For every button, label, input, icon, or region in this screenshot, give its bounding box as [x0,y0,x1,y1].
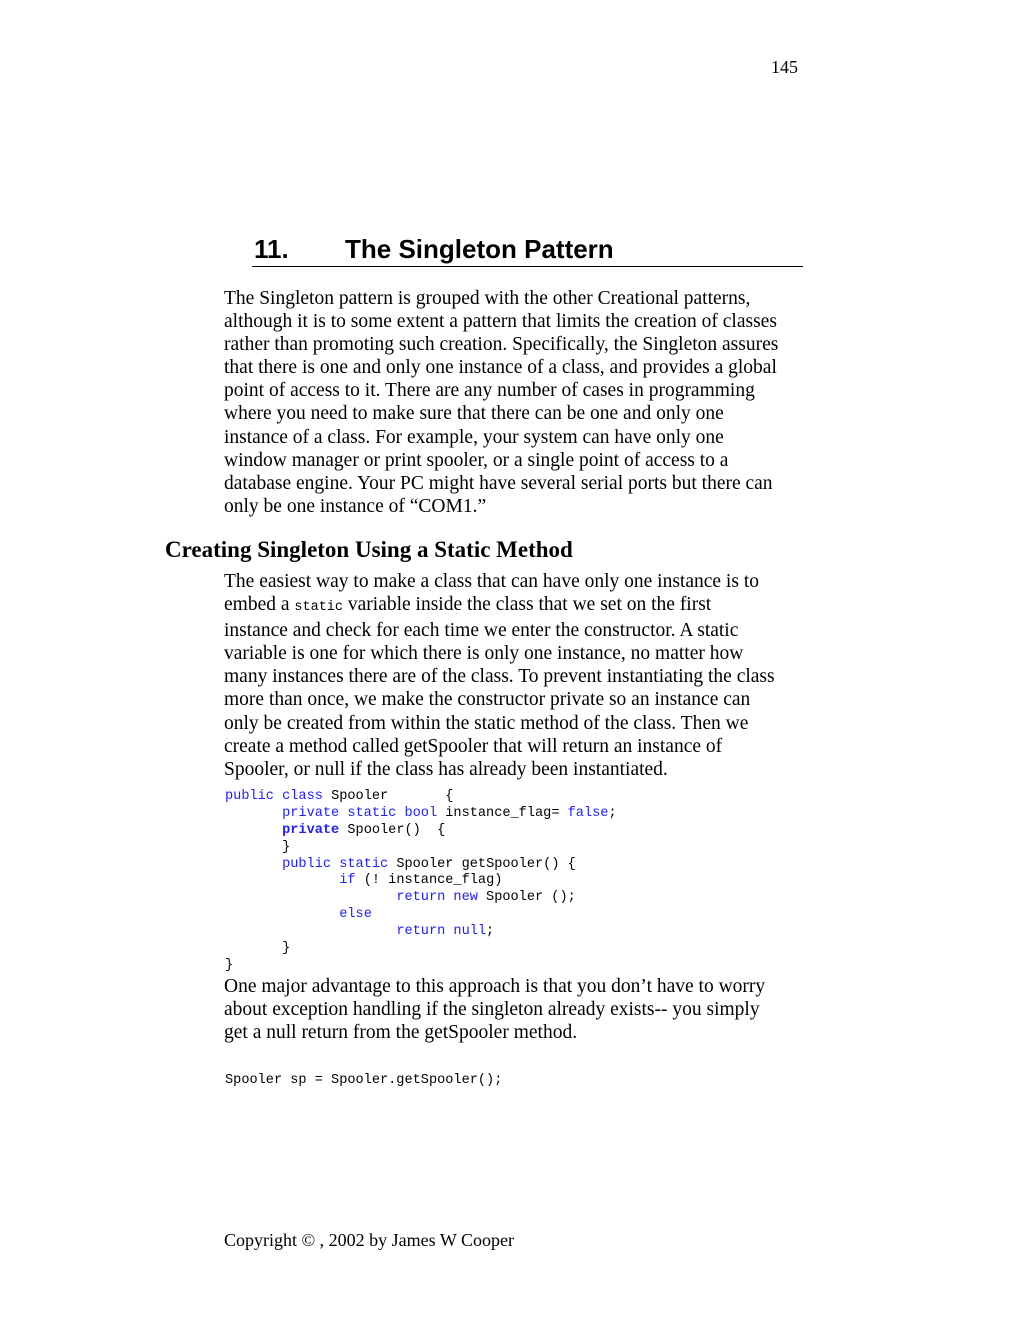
code-text [225,823,282,838]
text-line: although it is to some extent a pattern that limits the creation of classes [224,311,777,333]
code-line [225,789,617,806]
text-line: many instances there are of the class. To prevent instantiating the class [224,666,775,688]
code-text: Spooler getSpooler() { [388,856,576,872]
code-text [225,924,396,939]
code-text [225,907,339,922]
advantage-paragraph [224,975,804,1044]
sample-code-line: Spooler sp = Spooler.getSpooler(); [225,1073,503,1088]
text-line: window manager or print spooler, or a single point of access to a [224,449,729,471]
code-keyword: return new [396,890,478,906]
code-text: Spooler (); [477,890,576,906]
text-line [224,593,804,619]
chapter-number: 11. [254,234,289,264]
code-keyword: private static bool [282,805,438,821]
text-line: Spooler, or null if the class has already been instantiated. [224,758,668,780]
code-text: instance_flag= [437,805,568,821]
text-line: only be one instance of “COM1.” [224,495,487,517]
text-line: that there is one and only one instance of a class, and provides a global [224,357,777,379]
code-line [225,924,617,941]
text-line: One major advantage to this approach is that you don’t have to worry [224,976,766,997]
chapter-title: The Singleton Pattern [345,234,614,264]
text-line: where you need to make sure that there can be one and only one [224,403,724,425]
code-keyword: public static [282,856,389,872]
text-line: more than once, we make the constructor private so an instance can [224,689,751,711]
text-line: point of access to it. There are any number of cases in programming [224,380,755,402]
code-line [225,823,617,840]
code-line [225,806,617,823]
code-text: ; [486,924,495,940]
text-line: instance of a class. For example, your system can have only one [224,426,724,448]
page-number: 145 [771,57,798,77]
text-line: about exception handling if the singleton already exists-- you simply [224,999,760,1021]
text-fragment: embed a [224,594,295,616]
code-text: } [225,941,291,957]
text-line: rather than promoting such creation. Specifically, the Singleton assures [224,334,779,356]
code-text [225,806,282,821]
code-keyword: else [339,907,372,923]
inline-code: static [294,600,343,616]
text-line: get a null return from the getSpooler method. [224,1022,578,1044]
code-keyword: false [567,805,609,821]
intro-paragraph [224,287,804,518]
text-line: The easiest way to make a class that can have only one instance is to [224,571,759,592]
code-keyword: if [339,873,356,889]
code-line [225,958,617,975]
code-line [225,873,617,890]
code-keyword: public class [225,789,323,804]
text-line: instance and check for each time we enter the constructor. A static [224,620,739,642]
section-heading: Creating Singleton Using a Static Method [165,537,573,562]
code-listing [225,789,617,975]
code-text: Spooler { [322,789,454,804]
chapter-heading [252,232,803,267]
code-text: Spooler() { [339,822,446,838]
text-line: The Singleton pattern is grouped with the other Creational patterns, [224,288,751,309]
text-fragment: variable inside the class that we set on the first [343,594,712,616]
code-keyword: private [282,822,340,838]
static-method-paragraph [224,570,804,781]
code-line [225,890,617,907]
code-text: (! instance_flag) [355,873,503,889]
text-line: create a method called getSpooler that will return an instance of [224,735,723,757]
code-line [225,907,617,924]
code-text [225,857,282,872]
code-line [225,857,617,874]
text-line: only be created from within the static method of the class. Then we [224,712,749,734]
code-text: } [225,839,291,855]
code-text: } [225,957,234,973]
code-text: ; [608,805,617,821]
text-line: database engine. Your PC might have several serial ports but there can [224,472,773,494]
code-line [225,840,617,857]
text-line: variable is one for which there is only one instance, no matter how [224,643,744,665]
copyright-footer: Copyright © , 2002 by James W Cooper [224,1230,514,1250]
code-keyword: return null [396,924,487,940]
code-text [225,873,339,888]
code-line [225,941,617,958]
code-text [225,890,396,905]
